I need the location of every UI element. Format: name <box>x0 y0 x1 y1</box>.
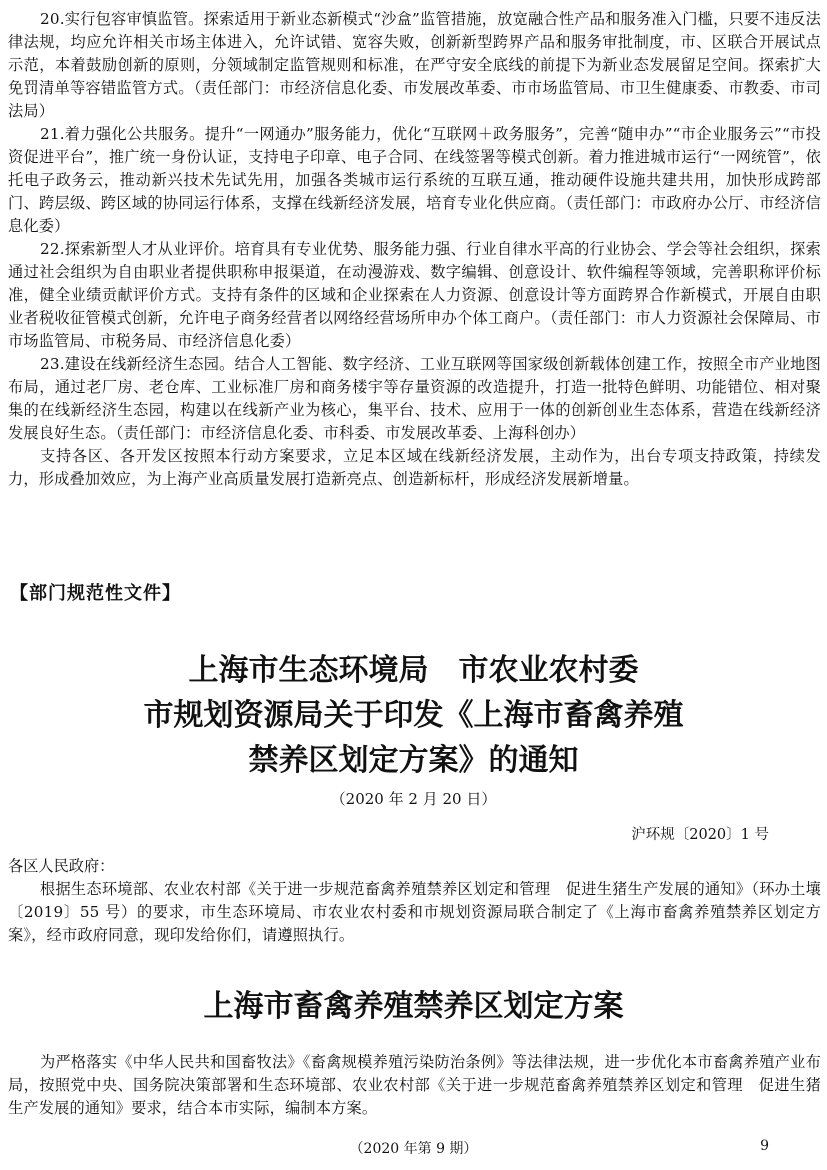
paragraph-closing: 支持各区、各开发区按照本行动方案要求，立足本区域在线新经济发展，主动作为，出台专项支持政策，持续发力，形成叠加效应，为上海产业高质量发展打造新亮点、创造新标杆，形成经济发展新增量。 <box>8 447 821 488</box>
notice-section <box>8 878 821 947</box>
document-title <box>0 648 827 783</box>
salutation: 各区人民政府： <box>8 857 115 875</box>
document-title-line-1: 上海市生态环境局 市农业农村委 <box>188 653 639 688</box>
top-section <box>8 8 821 491</box>
paragraph-item-23: 23.建设在线新经济生态园。结合人工智能、数字经济、工业互联网等国家级创新载体创建工作，按照全市产业地图布局，通过老厂房、老仓库、工业标准厂房和商务楼宇等存量资源的改造提升，打造一批特色鲜明、功能错位、相对聚集的在线新经济生态园，构建以在线新产业为核心，集平台、技术、应用于一体的创新创业生态体系，营造在线新经济发展良好生态。（责任部门：市经济信息化委、市科委、市发展改革委、上海科创办） <box>8 355 821 442</box>
document-title-line-3: 禁养区划定方案》的通知 <box>248 743 579 778</box>
paragraph-item-22: 22.探索新型人才从业评价。培育具有专业优势、服务能力强、行业自律水平高的行业协会、学会等社会组织，探索通过社会组织为自由职业者提供职称申报渠道，在动漫游戏、数字编辑、创意设计、软件编程等领域，完善职称评价标准，健全业绩贡献评价方式。支持有条件的区域和企业探索在人力资源、创意设计等方面跨界合作新模式，开展自由职业者税收征管模式创新，允许电子商务经营者以网络经营场所申办个体工商户。（责任部门：市人力资源社会保障局、市市场监管局、市税务局、市经济信息化委） <box>8 240 821 350</box>
plan-paragraph: 为严格落实《中华人民共和国畜牧法》《畜禽规模养殖污染防治条例》等法律法规，进一步优化本市畜禽养殖产业布局，按照党中央、国务院决策部署和生态环境部、农业农村部《关于进一步规范畜禽养殖禁养区划定和管理 促进生猪生产发展的通知》要求，结合本市实际，编制本方案。 <box>8 1053 821 1117</box>
page-number: 9 <box>760 1138 769 1154</box>
section-tag: 【部门规范性文件】 <box>10 583 181 604</box>
notice-paragraph: 根据生态环境部、农业农村部《关于进一步规范畜禽养殖禁养区划定和管理 促进生猪生产发展的通知》（环办土壤〔2019〕55 号）的要求，市生态环境局、市农业农村委和市规划资源局联合制定了《上海市畜禽养殖禁养区划定方案》，经市政府同意，现印发给你们，请遵照执行。 <box>8 880 821 944</box>
document-title-line-2: 市规划资源局关于印发《上海市畜禽养殖 <box>143 698 684 733</box>
document-number: 沪环规〔2020〕1 号 <box>631 827 769 843</box>
plan-section <box>8 1051 821 1120</box>
document-date: （2020 年 2 月 20 日） <box>330 790 497 808</box>
footer-issue: （2020 年第 9 期） <box>349 1141 478 1157</box>
plan-title: 上海市畜禽养殖禁养区划定方案 <box>203 989 624 1024</box>
paragraph-item-20: 20.实行包容审慎监管。探索适用于新业态新模式“沙盒”监管措施，放宽融合性产品和服务准入门槛，只要不违反法律法规，均应允许相关市场主体进入，允许试错、宽容失败，创新新型跨界产品和服务审批制度，市、区联合开展试点示范，本着鼓励创新的原则，分领域制定监管规则和标准，在严守安全底线的前提下为新业态发展留足空间。探索扩大免罚清单等容错监管方式。（责任部门：市经济信息化委、市发展改革委、市市场监管局、市卫生健康委、市教委、市司法局） <box>8 10 821 120</box>
paragraph-item-21: 21.着力强化公共服务。提升“一网通办”服务能力，优化“互联网＋政务服务”，完善“随申办”“市企业服务云”“市投资促进平台”，推广统一身份认证，支持电子印章、电子合同、在线签署等模式创新。着力推进城市运行“一网统管”，依托电子政务云，推动新兴技术先试先用，加强各类城市运行系统的互联互通，推动硬件设施共建共用，加快形成跨部门、跨层级、跨区域的协同运行体系，支撑在线新经济发展，培育专业化供应商。（责任部门：市政府办公厅、市经济信息化委） <box>8 125 821 235</box>
